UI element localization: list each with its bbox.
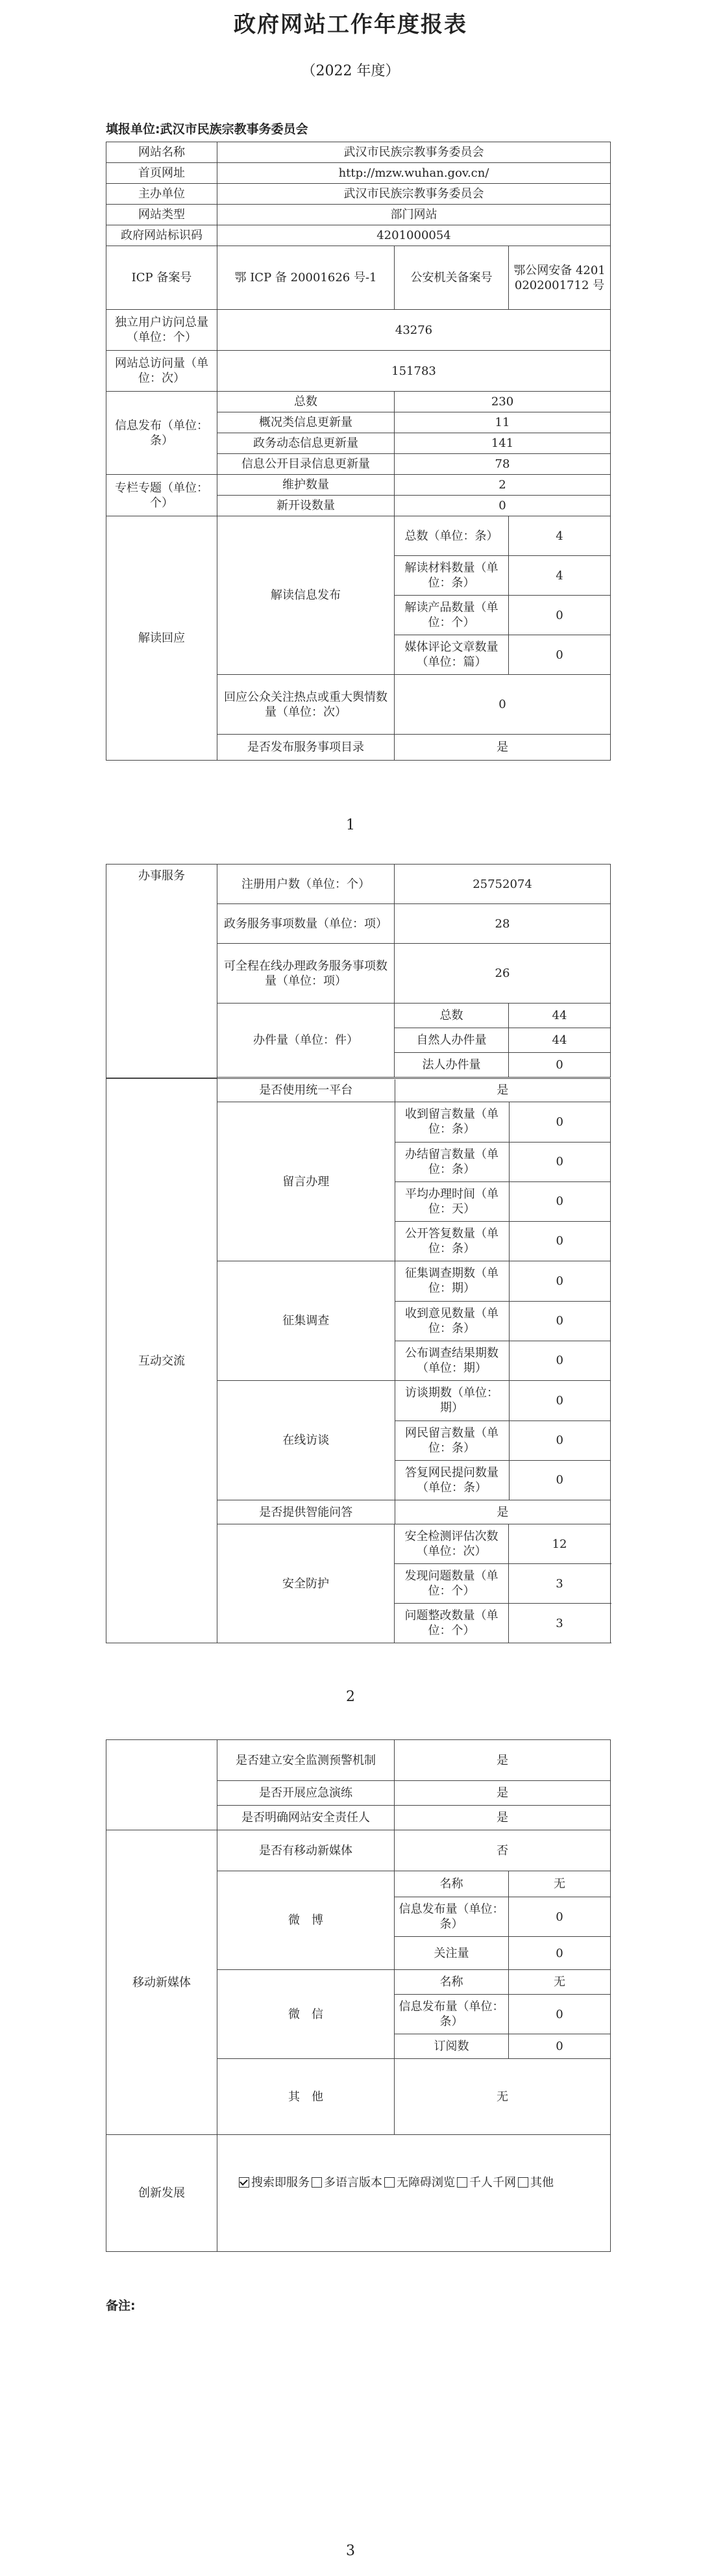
security-drill-label: 是否开展应急演练	[217, 1781, 395, 1806]
uv-label: 独立用户访问总量（单位：个）	[106, 310, 217, 351]
topics-new-label: 新开设数量	[217, 496, 395, 516]
mobile-has-label: 是否有移动新媒体	[217, 1830, 395, 1871]
table-row	[106, 310, 611, 351]
police-record-label: 公安机关备案号	[395, 246, 509, 310]
icp-label: ICP 备案号	[106, 246, 217, 310]
survey-opinion: 0	[509, 1301, 610, 1341]
security-drill: 是	[395, 1781, 611, 1806]
service-users: 25752074	[395, 865, 611, 904]
innovation-option: 千人千网	[469, 2176, 516, 2190]
page-number: 3	[346, 2543, 355, 2559]
mobile-label: 移动新媒体	[106, 1830, 217, 2135]
info-news: 141	[395, 433, 611, 454]
table-row	[106, 142, 611, 163]
service-label: 办事服务	[106, 865, 217, 1078]
table-row	[106, 1740, 611, 1781]
weibo-follow: 0	[509, 1937, 611, 1970]
other-value: 无	[395, 2059, 611, 2135]
msg-public-label: 公开答复数量（单位：条）	[395, 1221, 509, 1261]
security-found: 3	[509, 1564, 611, 1604]
table-row	[106, 392, 611, 412]
talk-reply-label: 答复网民提问数量（单位：条）	[395, 1460, 509, 1500]
table-row	[106, 246, 611, 310]
report-year: （2022 年度）	[301, 63, 400, 79]
other-label: 其 他	[217, 2059, 395, 2135]
security-warn-label: 是否建立安全监测预警机制	[217, 1740, 395, 1781]
talk-msg: 0	[509, 1421, 610, 1460]
info-overview: 11	[395, 412, 611, 433]
msg-avg-label: 平均办理时间（单位：天）	[395, 1181, 509, 1221]
table-row	[106, 2135, 611, 2252]
wechat-name: 无	[509, 1970, 611, 1995]
survey-opinion-label: 收到意见数量（单位：条）	[395, 1301, 509, 1341]
innovation-option: 其他	[530, 2176, 554, 2190]
weibo-post-label: 信息发布量（单位：条）	[395, 1897, 509, 1937]
weibo-post: 0	[509, 1897, 611, 1937]
security-check-label: 安全检测评估次数（单位：次）	[395, 1524, 509, 1564]
site-type-label: 网站类型	[106, 205, 217, 225]
msg-avg: 0	[509, 1181, 610, 1221]
table-row	[106, 351, 611, 392]
site-name: 武汉市民族宗教事务委员会	[217, 142, 611, 163]
checkbox-checked-icon[interactable]	[239, 2177, 249, 2188]
survey-count-label: 征集调查期数（单位：期）	[395, 1261, 509, 1301]
service-cases-total: 44	[509, 1004, 611, 1028]
info-news-label: 政务动态信息更新量	[217, 433, 395, 454]
service-natural: 44	[509, 1028, 611, 1053]
msg-public: 0	[556, 1234, 563, 1248]
table-row	[106, 1079, 611, 1102]
pv-label: 网站总访问量（单位：次）	[106, 351, 217, 392]
security-check: 12	[509, 1524, 611, 1564]
interpret-material: 4	[509, 556, 611, 596]
table-row	[106, 205, 611, 225]
uv-value: 43276	[217, 310, 611, 351]
pv-value: 151783	[217, 351, 611, 392]
checkbox-icon[interactable]	[312, 2177, 322, 2188]
interpret-product-label: 解读产品数量（单位：个）	[395, 596, 509, 635]
site-type: 部门网站	[217, 205, 611, 225]
service-natural-label: 自然人办件量	[395, 1028, 509, 1053]
table-row	[106, 225, 611, 246]
service-items-label: 政务服务事项数量（单位：项）	[217, 904, 395, 944]
site-url-label: 首页网址	[106, 163, 217, 184]
talk-count-label: 访谈期数（单位：期）	[395, 1381, 509, 1421]
service-legal: 0	[509, 1053, 611, 1078]
interpret-media-label: 媒体评论文章数量（单位：篇）	[395, 635, 509, 675]
wechat-post-label: 信息发布量（单位：条）	[395, 1995, 509, 2034]
interpret-respond-label: 回应公众关注热点或重大舆情数量（单位：次）	[217, 675, 395, 735]
service-online-label: 可全程在线办理政务服务事项数量（单位：项）	[217, 944, 395, 1004]
interact-platform: 是	[497, 1083, 509, 1097]
innovation-options	[217, 2135, 611, 2252]
interpret-catalog-label: 是否发布服务事项目录	[217, 735, 395, 761]
service-online: 26	[395, 944, 611, 1004]
info-catalog-label: 信息公开目录信息更新量	[217, 454, 395, 475]
interpret-catalog: 是	[395, 735, 611, 761]
interact-smart: 是	[497, 1505, 509, 1519]
service-users-label: 注册用户数（单位：个）	[217, 865, 395, 904]
innovation-option: 搜索即服务	[251, 2176, 310, 2190]
filler-unit: 填报单位:武汉市民族宗教事务委员会	[106, 122, 308, 136]
site-code: 4201000054	[217, 225, 611, 246]
security-found-label: 发现问题数量（单位：个）	[395, 1564, 509, 1604]
interact-smart-label: 是否提供智能问答	[217, 1500, 395, 1524]
page-number: 1	[346, 817, 355, 833]
info-total: 230	[395, 392, 611, 412]
security-label: 安全防护	[217, 1524, 395, 1643]
talk-reply: 0	[556, 1473, 563, 1487]
interpret-product: 0	[509, 596, 611, 635]
site-host: 武汉市民族宗教事务委员会	[217, 184, 611, 205]
wechat-label: 微 信	[217, 1970, 395, 2059]
service-items: 28	[395, 904, 611, 944]
police-record-number: 鄂公网安备 42010202001712 号	[509, 246, 611, 310]
service-cases-label: 办件量（单位：件）	[217, 1004, 395, 1078]
security-owner: 是	[395, 1806, 611, 1830]
talk-msg-label: 网民留言数量（单位：条）	[395, 1421, 509, 1460]
msg-done-label: 办结留言数量（单位：条）	[395, 1142, 509, 1181]
table-row	[106, 475, 611, 496]
info-overview-label: 概况类信息更新量	[217, 412, 395, 433]
interact-platform-label: 是否使用统一平台	[217, 1080, 395, 1102]
wechat-sub-label: 订阅数	[395, 2034, 509, 2059]
mobile-has: 否	[395, 1830, 611, 1871]
info-catalog: 78	[395, 454, 611, 475]
site-host-label: 主办单位	[106, 184, 217, 205]
table-row	[106, 516, 611, 556]
interpret-publish-label: 解读信息发布	[217, 516, 395, 675]
remark-label: 备注:	[106, 2299, 136, 2313]
security-warn: 是	[395, 1740, 611, 1781]
interact-online-label: 在线访谈	[217, 1381, 395, 1500]
survey-result-label: 公布调查结果期数（单位：期）	[395, 1341, 509, 1380]
site-code-label: 政府网站标识码	[106, 225, 217, 246]
msg-recv-label: 收到留言数量（单位：条）	[395, 1102, 509, 1142]
service-legal-label: 法人办件量	[395, 1053, 509, 1078]
wechat-post: 0	[509, 1995, 611, 2034]
survey-result: 0	[556, 1354, 563, 1368]
interpret-material-label: 解读材料数量（单位：条）	[395, 556, 509, 596]
interpret-respond: 0	[395, 675, 611, 735]
info-total-label: 总数	[217, 392, 395, 412]
survey-count: 0	[509, 1261, 610, 1301]
page-number: 2	[346, 1689, 355, 1705]
weibo-name: 无	[509, 1871, 611, 1897]
checkbox-icon[interactable]	[457, 2177, 467, 2188]
checkbox-icon[interactable]	[518, 2177, 528, 2188]
interpret-total-label: 总数（单位：条）	[395, 516, 509, 556]
topics-label: 专栏专题（单位：个）	[106, 475, 217, 516]
topics-new: 0	[395, 496, 611, 516]
interact-label: 互动交流	[106, 1079, 217, 1643]
security-fixed: 3	[509, 1604, 611, 1643]
service-cases-total-label: 总数	[395, 1004, 509, 1028]
table-row	[106, 184, 611, 205]
innovation-label: 创新发展	[106, 2135, 217, 2252]
weibo-label: 微 博	[217, 1871, 395, 1970]
report-table-page-1	[106, 142, 611, 761]
innovation-option: 多语言版本	[324, 2176, 382, 2190]
table-row	[106, 865, 611, 904]
security-fixed-label: 问题整改数量（单位：个）	[395, 1604, 509, 1643]
site-name-label: 网站名称	[106, 142, 217, 163]
info-label: 信息发布（单位：条）	[106, 392, 217, 475]
interpret-label: 解读回应	[106, 516, 217, 761]
innovation-option: 无障碍浏览	[397, 2176, 455, 2190]
security-owner-label: 是否明确网站安全责任人	[217, 1806, 395, 1830]
checkbox-icon[interactable]	[384, 2177, 395, 2188]
table-row	[106, 1830, 611, 1871]
topics-maintain: 2	[395, 475, 611, 496]
icp-number: 鄂 ICP 备 20001626 号-1	[217, 246, 395, 310]
weibo-follow-label: 关注量	[395, 1937, 509, 1970]
wechat-name-label: 名称	[395, 1970, 509, 1995]
interpret-total: 4	[509, 516, 611, 556]
msg-recv: 0	[509, 1102, 610, 1142]
interpret-media: 0	[509, 635, 611, 675]
talk-count: 0	[509, 1381, 610, 1421]
table-row	[106, 163, 611, 184]
weibo-name-label: 名称	[395, 1871, 509, 1897]
interact-table	[106, 1078, 611, 1643]
report-title: 政府网站工作年度报表	[234, 12, 467, 38]
wechat-sub: 0	[509, 2034, 611, 2059]
interact-msg-label: 留言办理	[217, 1102, 395, 1261]
interact-survey-label: 征集调查	[217, 1261, 395, 1380]
report-table-page-3	[106, 1739, 611, 2252]
report-table-page-2	[106, 864, 611, 1078]
topics-maintain-label: 维护数量	[217, 475, 395, 496]
msg-done: 0	[509, 1142, 610, 1181]
site-url: http://mzw.wuhan.gov.cn/	[217, 163, 611, 184]
